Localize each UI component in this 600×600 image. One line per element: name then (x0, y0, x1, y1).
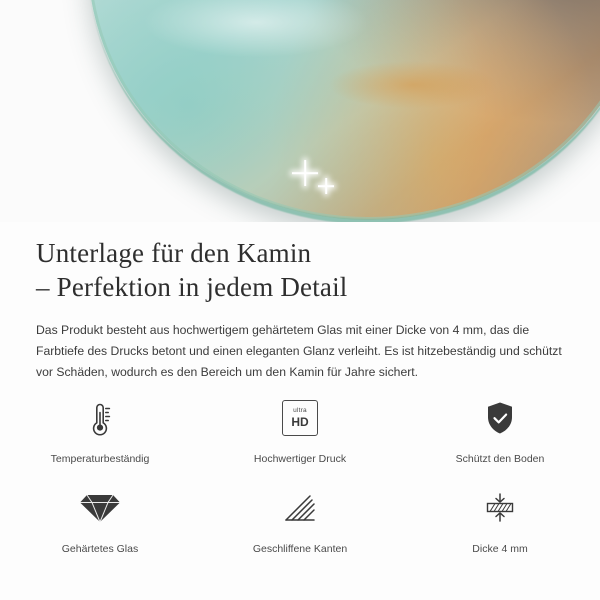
feature-item-floor-protection (400, 392, 600, 466)
feature-label: Gehärtetes Glas (61, 543, 139, 555)
feature-grid (0, 392, 600, 556)
feature-item-thickness (400, 482, 600, 556)
thermometer-icon (74, 392, 126, 444)
shield-check-icon (474, 392, 526, 444)
feature-item-tempered-glass (0, 482, 200, 556)
ultra-hd-badge-bottom: HD (291, 414, 309, 429)
page-title (0, 222, 600, 304)
polished-edges-icon (274, 482, 326, 534)
feature-item-polished-edges (200, 482, 400, 556)
product-description-text: Das Produkt besteht aus hochwertigem gehärtetem Glas mit einer Dicke von 4 mm, das die Farbtiefe des Drucks betont und einen eleganten Glanz verleiht. Es ist hitzebeständig und schützt vor Schäden, wodurch es den Bereich um den Kamin für Jahre sichert. (36, 323, 562, 379)
diamond-icon (74, 482, 126, 534)
page-title-line-2: – Perfektion in jedem Detail (36, 272, 348, 302)
feature-label: Temperaturbeständig (50, 453, 150, 465)
ultra-hd-badge-top: ultra (293, 407, 307, 415)
page-title-line-1: Unterlage für den Kamin (36, 238, 312, 268)
feature-label: Geschliffene Kanten (252, 543, 348, 555)
thickness-arrows-icon (474, 482, 526, 534)
feature-item-print-quality (200, 392, 400, 466)
feature-item-temperature (0, 392, 200, 466)
feature-label: Schützt den Boden (455, 453, 545, 465)
ultra-hd-icon (274, 392, 326, 444)
hero-image (0, 0, 600, 222)
feature-label: Hochwertiger Druck (253, 453, 347, 465)
content-section (0, 222, 600, 555)
feature-label: Dicke 4 mm (472, 543, 528, 555)
